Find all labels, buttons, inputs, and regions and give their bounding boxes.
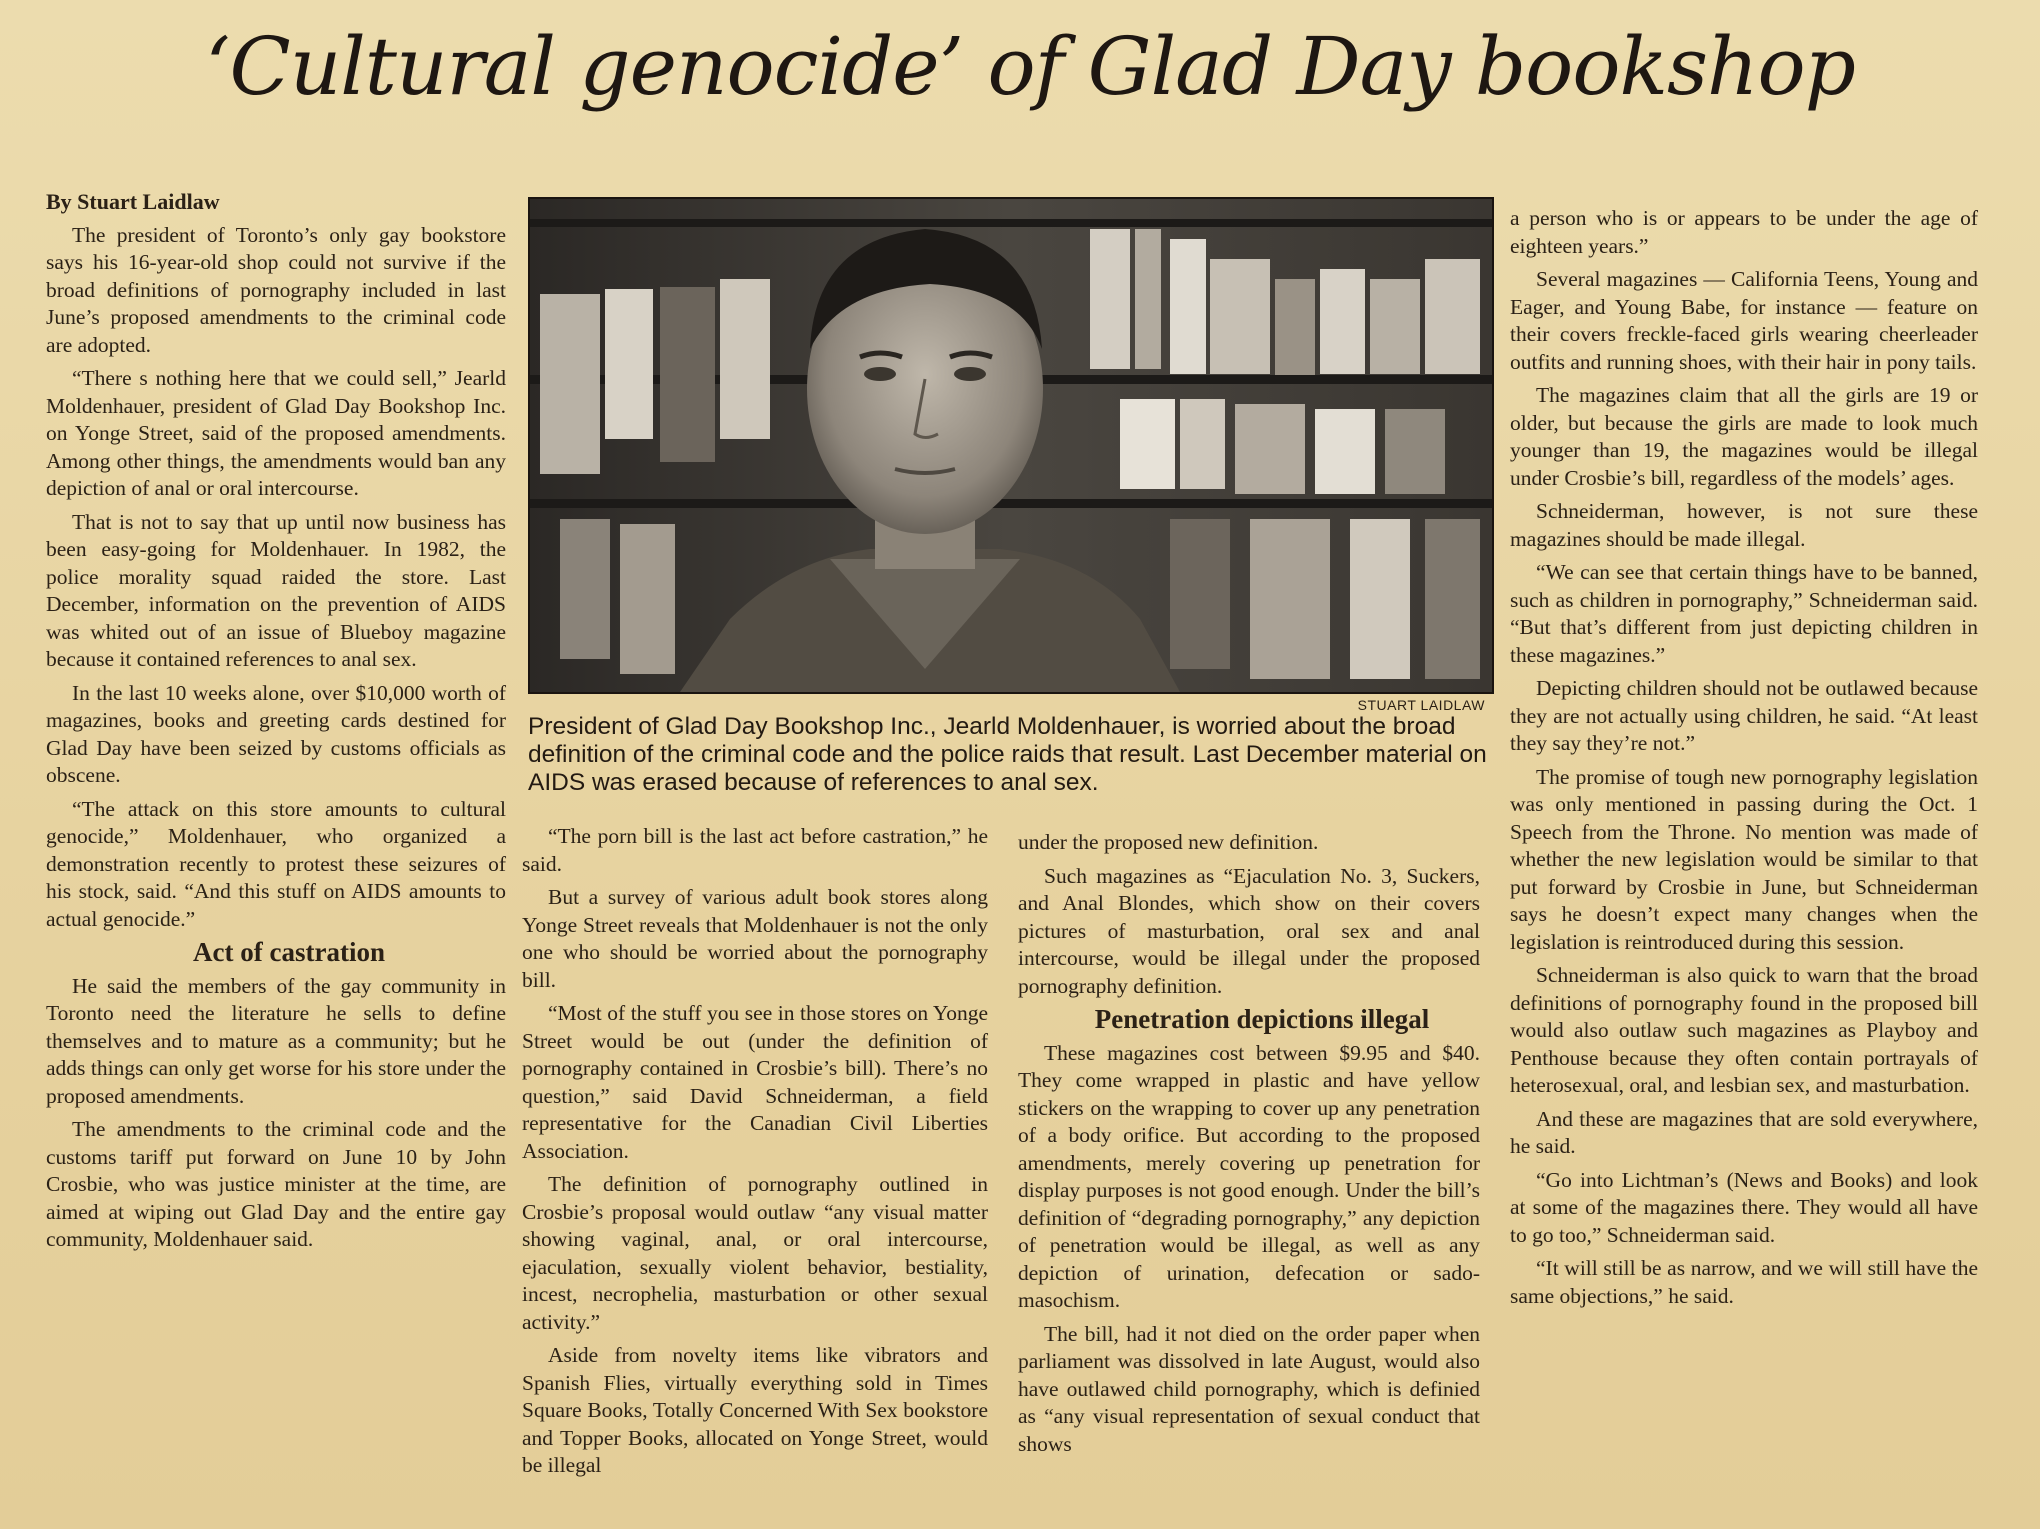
paragraph: Depicting children should not be outlawed because they are not actually using children, he said. “At least they say they’re not.” <box>1510 676 1978 755</box>
paragraph: Several magazines — California Teens, Young and Eager, and Young Babe, for instance — feature on their covers freckle-faced girls wearing cheerleader outfits and running shoes, with their hair in pony tails. <box>1510 267 1978 374</box>
paragraph: “Most of the stuff you see in those stores on Yonge Street would be out (under the definition of pornography contained in Crosbie’s bill). There’s no question,” said David Schneiderman, a field representative for the Canadian Civil Liberties Association. <box>522 1001 988 1163</box>
paragraph: Such magazines as “Ejaculation No. 3, Suckers, and Anal Blondes, which show on their covers pictures of masturbation, oral sex and anal intercourse, would be illegal under the proposed pornography definition. <box>1018 863 1480 998</box>
photo-jearld-moldenhauer <box>528 197 1494 694</box>
paragraph: These magazines cost between $9.95 and $40. They come wrapped in plastic and have yellow stickers on the wrapping to cover up any penetration of a body orifice. But according to the proposed amendments, merely covering up penetration for display purposes is not good enough. Under the bill’s definition of “degrading pornography,” any depiction of penetration would be illegal, as well as any depiction of urination, defecation or sado-masochism. <box>1018 1040 1480 1312</box>
paragraph: He said the members of the gay community in Toronto need the literature he sells to define themselves and to mature as a community; but he adds things can only get worse for his store under the proposed amendments. <box>46 973 506 1108</box>
headline: ‘Cultural genocide’ of Glad Day bookshop <box>205 20 1855 113</box>
paragraph: The promise of tough new pornography legislation was only mentioned in passing during the Oct. 1 Speech from the Throne. No mention was made of whether the new legislation would be similar to that put forward by Crosbie in June, but Schneiderman says he doesn’t expect many changes when the legislation is reintroduced during this session. <box>1510 764 1978 954</box>
column-1 <box>46 188 506 1254</box>
paragraph: Schneiderman is also quick to warn that the broad definitions of pornography found in the proposed bill would also outlaw such magazines as Playboy and Penthouse because they often contain portrayals of heterosexual, oral, and lesbian sex, and masturbation. <box>1510 963 1978 1097</box>
paragraph: The bill, had it not died on the order paper when parliament was dissolved in late August, would also have outlawed child pornography, which is definied as “any visual representation of sexual conduct that shows <box>1018 1321 1480 1456</box>
paragraph: Schneiderman, however, is not sure these magazines should be made illegal. <box>1510 499 1978 551</box>
paragraph: “There s nothing here that we could sell,” Jearld Moldenhauer, president of Glad Day Bookshop Inc. on Yonge Street, said of the proposed amendments. Among other things, the amendments would ban any depiction of anal or oral intercourse. <box>46 366 506 500</box>
subhead-penetration-depictions: Penetration depictions illegal <box>1094 1004 1430 1034</box>
paragraph: Aside from novelty items like vibrators and Spanish Flies, virtually everything sold in Times Square Books, Totally Concerned With Sex bookstore and Topper Books, allocated on Yonge Street, would be illegal <box>522 1343 988 1477</box>
paragraph: a person who is or appears to be under the age of eighteen years.” <box>1510 206 1978 258</box>
column-4 <box>1510 205 1978 1310</box>
subhead-act-of-castration: Act of castration <box>193 937 385 967</box>
paragraph: But a survey of various adult book stores along Yonge Street reveals that Moldenhauer is not the only one who should be worried about the pornography bill. <box>522 885 988 992</box>
paragraph: The president of Toronto’s only gay bookstore says his 16-year-old shop could not survive if the broad definitions of pornography included in last June’s proposed amendments to the criminal code are adopted. <box>46 222 506 357</box>
paragraph: under the proposed new definition. <box>1018 830 1319 854</box>
paragraph: “It will still be as narrow, and we will still have the same objections,” he said. <box>1510 1256 1978 1308</box>
paragraph: “The attack on this store amounts to cultural genocide,” Moldenhauer, who organized a demonstration recently to protest these seizures of his stock, said. “And this stuff on AIDS amounts to actual genocide.” <box>46 796 506 931</box>
paragraph: The amendments to the criminal code and the customs tariff put forward on June 10 by John Crosbie, who was justice minister at the time, are aimed at wiping out Glad Day and the entire gay community, Moldenhauer said. <box>46 1117 506 1251</box>
paragraph: “The porn bill is the last act before castration,” he said. <box>522 824 988 876</box>
photo-credit: STUART LAIDLAW <box>1357 697 1485 713</box>
paragraph: “Go into Lichtman’s (News and Books) and look at some of the magazines there. They would all have to go too,” Schneiderman said. <box>1510 1167 1978 1247</box>
column-2 <box>522 823 988 1480</box>
paragraph: The magazines claim that all the girls are 19 or older, but because the girls are made to look much younger than 19, the magazines would be illegal under Crosbie’s bill, regardless of the models’ ages. <box>1510 383 1978 490</box>
paragraph: The definition of pornography outlined in Crosbie’s proposal would outlaw “any visual matter showing vaginal, anal, or oral intercourse, ejaculation, sexually violent behavior, bestiality, incest, necrophelia, masturbation or other sexual activity.” <box>522 1172 988 1334</box>
byline: By Stuart Laidlaw <box>46 189 220 214</box>
column-3 <box>1018 829 1480 1458</box>
paragraph: In the last 10 weeks alone, over $10,000 worth of magazines, books and greeting cards destined for Glad Day have been seized by customs officials as obscene. <box>46 680 506 787</box>
photo-caption: President of Glad Day Bookshop Inc., Jearld Moldenhauer, is worried about the broad definition of the criminal code and the police raids that result. Last December material on AIDS was erased because of references to anal sex. <box>528 713 1487 796</box>
paragraph: That is not to say that up until now business has been easy-going for Moldenhauer. In 1982, the police morality squad raided the store. Last December, information on the prevention of AIDS was whited out of an issue of Blueboy magazine because it contained references to anal sex. <box>46 509 506 671</box>
paragraph: And these are magazines that are sold everywhere, he said. <box>1510 1106 1978 1158</box>
paragraph: “We can see that certain things have to be banned, such as children in pornography,” Schneiderman said. “But that’s different from just depicting children in these magazines.” <box>1510 560 1978 667</box>
